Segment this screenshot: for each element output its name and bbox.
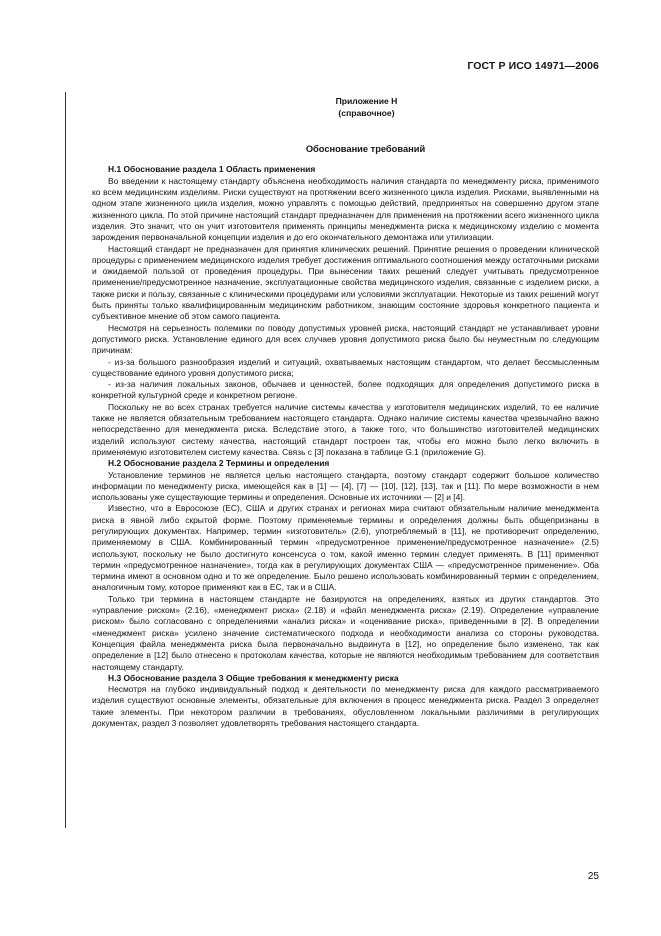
annex-note: (справочное): [338, 107, 395, 118]
annex-title: Приложение Н: [335, 96, 398, 106]
paragraph: Несмотря на глубоко индивидуальный подход к деятельности по менеджменту риска для каждого рассматриваемого изделия существуют основные элементы, обязательные для включения в процесс менеджмента риска. Раздел 3 определяет такие элементы. При некотором различии в требованиях, обусловленном локальными различиями в регулирующих документах, раздел 3 позволяет удовлетворять требования настоящего стандарта.: [92, 684, 599, 729]
paragraph: Известно, что в Евросоюзе (ЕС), США и других странах и регионах мира считают обязательным наличие менеджмента риска в явной либо скрытой форме. Поэтому применяемые термины и определения должны быть общепризнаны в регулирующих документах. Например, термин «изготовитель» (2.6), употребляемый в [11], не противоречит определению, применяемому в США. Комбинированный термин «предусмотренное применение/предусмотренное назначение» (2.5) используют, поскольку не было достигнуто консенсуса о том, какой именно термин следует применять. В [11] применяют термин «предусмотренное назначение», тогда как в регулирующих документах США — «предусмотренное применение». Оба термина имеют в основном одно и то же определение. Было решено использовать комбинированный термин с определением, аналогичным тому, которое применяют как в ЕС, так и в США.: [92, 503, 599, 593]
subsection-heading: Н.1 Обоснование раздела 1 Область применения: [108, 164, 316, 175]
standard-header: ГОСТ Р ИСО 14971—2006: [467, 60, 599, 72]
subsection-heading: Н.2 Обоснование раздела 2 Термины и определения: [108, 458, 330, 469]
subsection-heading: Н.3 Обоснование раздела 3 Общие требования к менеджменту риска: [108, 672, 399, 683]
paragraph: Во введении к настоящему стандарту объяснена необходимость наличия стандарта по менеджменту риска, применимого ко всем медицинским изделиям. Риски существуют на протяжении всего жизненного цикла изделия. Рисками, выявленными на одном этапе жизненного цикла изделия, можно управлять с помощью действий, предпринятых на совершенно другом этапе жизненного цикла. По этой причине настоящий стандарт предназначен для применения на протяжении всего жизненного цикла изделия. Это значит, что он учит изготовителя применять принципы менеджмента риска к медицинскому изделию с момента зарождения первоначальной концепции изделия и до его окончательного демонтажа или утилизации.: [92, 175, 599, 243]
paragraph: Только три термина в настоящем стандарте не базируются на определениях, взятых из других стандартов. Это «управление риском» (2.16), «менеджмент риска» (2.18) и «файл менеджмента риска» (2.19). Определение «управление риском» было согласовано с определениями «анализ риска» и «оценивание риска», приведенными в [2]. В определении «менеджмент риска» усилено значение систематического подхода и необходимости анализа со стороны руководства. Концепция файла менеджмента риска была первоначально выдвинута в [12], но определение было изменено, так как определение в [12] было отнесено к протоколам качества, которые не являются необходимым требованием для соответствия настоящему стандарту.: [92, 593, 599, 672]
paragraph: Настоящий стандарт не предназначен для принятия клинических решений. Принятие решения о проведении клинической процедуры с применением медицинского изделия требует достижения оптимального соотношения между остаточными рисками и ожидаемой пользой от проведения процедуры. При вынесении таких решений следует учитывать предусмотренное применение/предусмотренное назначение, эксплуатационные свойства медицинского изделия, связанные с изделием риски, а также риски и пользу, связанные с клиническими процедурами или условиями эксплуатации. Некоторые из таких решений могут быть приняты только квалифицированным медицинским работником, знающим состояние здоровья конкретного пациента и субъективное мнение об этом самого пациента.: [92, 243, 599, 322]
body-text: [92, 164, 599, 729]
paragraph: - из-за большого разнообразия изделий и ситуаций, охватываемых настоящим стандартом, что делает бессмысленным существование единого уровня допустимого риска;: [92, 356, 599, 378]
page-content: [92, 96, 599, 729]
paragraph: Несмотря на серьезность полемики по поводу допустимых уровней риска, настоящий стандарт не устанавливает уровни допустимого риска. Установление единого для всех случаев уровня допустимого риска было бы неуместным по следующим причинам:: [92, 322, 599, 356]
paragraph: - из-за наличия локальных законов, обычаев и ценностей, более подходящих для определения допустимого риска в конкретной культурной среде и конкретном регионе.: [92, 379, 599, 401]
paragraph: Поскольку не во всех странах требуется наличие системы качества у изготовителя медицинских изделий, то ее наличие также не является обязательным требованием настоящего стандарта. Однако наличие системы качества чрезвычайно важно непосредственно для менеджмента риска. Вследствие этого, а также того, что большинство изготовителей медицинских изделий используют систему качества, настоящий стандарт построен так, чтобы его можно было легко включить в применяемую изготовителем систему качества. Связь с [3] показана в таблице G.1 (приложение G).: [92, 401, 599, 457]
paragraph: Установление терминов не является целью настоящего стандарта, поэтому стандарт содержит большое количество информации по менеджменту риска, имеющейся как в [1] — [4], [7] — [10], [12], [13], так и [11]. По мере возможности в нем использованы уже существующие термины и определения. Основные их источники — [2] и [4].: [92, 469, 599, 503]
section-title: Обоснование требований: [305, 144, 426, 155]
margin-rule: [65, 92, 66, 828]
page-number: 25: [587, 871, 599, 882]
